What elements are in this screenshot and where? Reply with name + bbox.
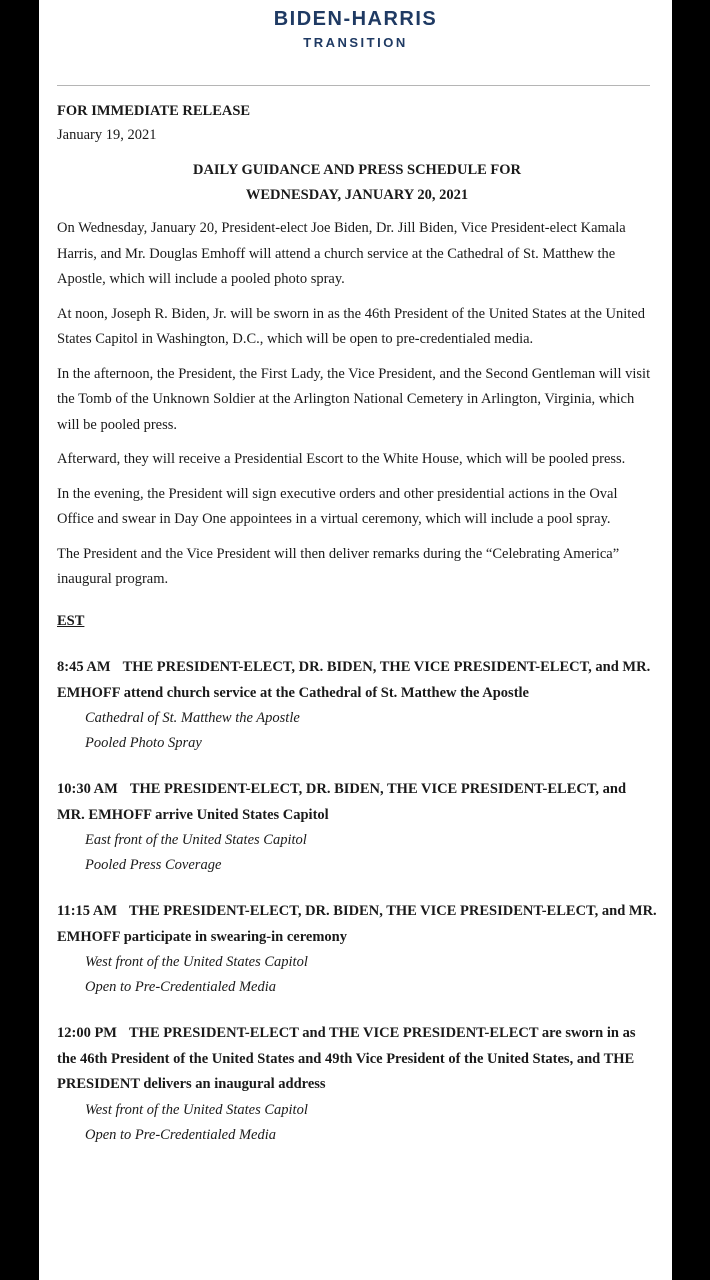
event-description: THE PRESIDENT-ELECT, DR. BIDEN, THE VICE PRESIDENT-ELECT, and MR. EMHOFF arrive United States Capitol xyxy=(57,781,627,823)
release-body xyxy=(57,99,657,1169)
release-label: FOR IMMEDIATE RELEASE xyxy=(57,103,251,119)
event-coverage: Pooled Photo Spray xyxy=(85,735,202,751)
header-divider xyxy=(57,85,650,86)
press-release-page xyxy=(39,0,672,1280)
event-location: West front of the United States Capitol xyxy=(85,1101,308,1118)
paragraph-church-service: On Wednesday, January 20, President-elect Joe Biden, Dr. Jill Biden, Vice President-elect Kamala Harris, and Mr. Douglas Emhoff will attend a church service at the Cathedral of St. Matthew the Apostle, which will include a pooled photo spray. xyxy=(57,220,626,287)
logo-sub-text: TRANSITION xyxy=(303,35,408,50)
event-description: THE PRESIDENT-ELECT, DR. BIDEN, THE VICE PRESIDENT-ELECT, and MR. EMHOFF attend church service at the Cathedral of St. Matthew the Apostle xyxy=(57,659,651,701)
timezone-label: EST xyxy=(57,612,85,629)
paragraph-arlington: In the afternoon, the President, the First Lady, the Vice President, and the Second Gentleman will visit the Tomb of the Unknown Soldier at the Arlington National Cemetery in Arlington, Virginia, which will be pooled press. xyxy=(57,365,651,433)
schedule-event xyxy=(57,777,657,878)
event-coverage: Open to Pre-Credentialed Media xyxy=(85,1126,276,1143)
paragraph-executive-orders: In the evening, the President will sign executive orders and other presidential actions in the Oval Office and swear in Day One appointees in a virtual ceremony, which will include a pool spray. xyxy=(57,485,618,527)
event-coverage: Open to Pre-Credentialed Media xyxy=(85,979,276,995)
event-coverage: Pooled Press Coverage xyxy=(85,857,222,873)
biden-harris-logo xyxy=(39,8,672,52)
release-date: January 19, 2021 xyxy=(57,127,157,143)
logo-main-text: BIDEN-HARRIS xyxy=(273,8,438,30)
event-title xyxy=(57,899,657,950)
event-location: Cathedral of St. Matthew the Apostle xyxy=(85,710,300,726)
event-title xyxy=(57,777,657,828)
event-title xyxy=(57,655,657,706)
paragraph-celebrating-america: The President and the Vice President will then deliver remarks during the “Celebrating America” inaugural program. xyxy=(57,545,620,587)
schedule-heading-line2: WEDNESDAY, JANUARY 20, 2021 xyxy=(245,187,469,203)
paragraph-escort: Afterward, they will receive a Presidential Escort to the White House, which will be pooled press. xyxy=(57,451,626,467)
event-location: West front of the United States Capitol xyxy=(85,954,308,970)
event-time: 8:45 AM xyxy=(57,659,111,675)
schedule-heading xyxy=(57,158,657,208)
event-title xyxy=(57,1021,657,1098)
event-time: 12:00 PM xyxy=(57,1025,117,1041)
schedule-event xyxy=(57,899,657,1000)
schedule-event xyxy=(57,655,657,756)
event-time: 11:15 AM xyxy=(57,903,118,919)
event-location: East front of the United States Capitol xyxy=(85,832,307,848)
event-time: 10:30 AM xyxy=(57,781,118,797)
event-description: THE PRESIDENT-ELECT and THE VICE PRESIDENT-ELECT are sworn in as the 46th President of the United States and 49th Vice President of the United States, and THE PRESIDENT delivers an inaugural address xyxy=(57,1025,636,1092)
schedule-heading-line1: DAILY GUIDANCE AND PRESS SCHEDULE FOR xyxy=(192,162,522,178)
event-description: THE PRESIDENT-ELECT, DR. BIDEN, THE VICE PRESIDENT-ELECT, and MR. EMHOFF participate in swearing-in ceremony xyxy=(57,903,657,945)
schedule-event xyxy=(57,1021,657,1148)
paragraph-swearing-in: At noon, Joseph R. Biden, Jr. will be sworn in as the 46th President of the United States at the United States Capitol in Washington, D.C., which will be open to pre-credentialed media. xyxy=(57,305,645,347)
